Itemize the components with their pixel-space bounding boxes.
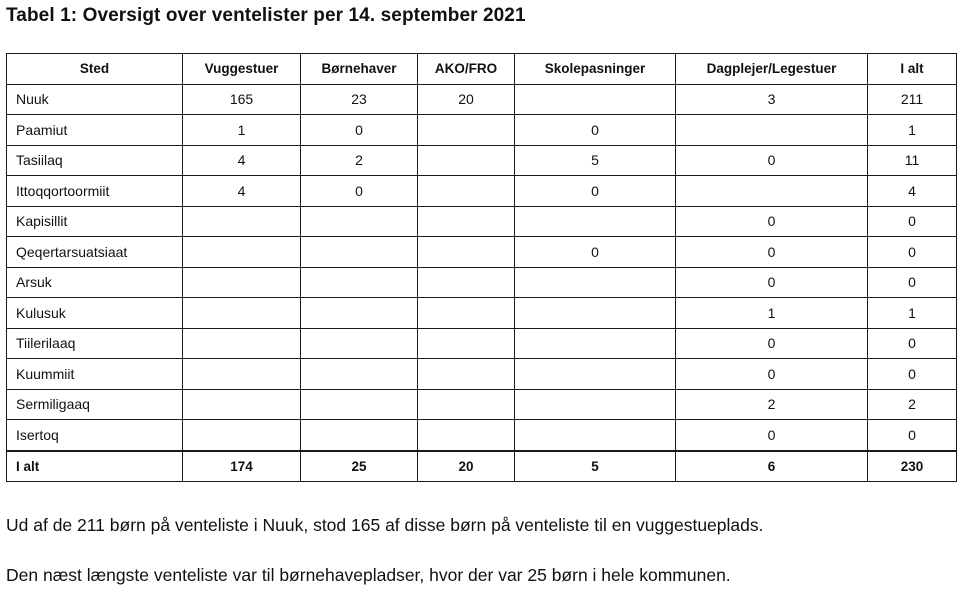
cell-ako-fro [418, 115, 515, 146]
header-row [7, 54, 957, 85]
cell-vuggestuer [183, 237, 301, 268]
cell-skolepasninger: 5 [515, 145, 676, 176]
cell-ako-fro [418, 176, 515, 207]
cell-i-alt: 0 [868, 420, 957, 451]
cell-vuggestuer: 1 [183, 115, 301, 146]
cell-skolepasninger: 0 [515, 237, 676, 268]
table-row [7, 420, 957, 451]
cell-place: Nuuk [7, 84, 183, 115]
cell-bornehaver: 23 [301, 84, 418, 115]
total-vuggestuer: 174 [183, 451, 301, 482]
cell-bornehaver [301, 328, 418, 359]
cell-place: Isertoq [7, 420, 183, 451]
cell-i-alt: 0 [868, 328, 957, 359]
table-row [7, 298, 957, 329]
cell-place: Tasiilaq [7, 145, 183, 176]
table-row [7, 84, 957, 115]
summary-note-bornehaver: Den næst længste venteliste var til børnehavepladser, hvor der var 25 børn i hele kommunen. [6, 565, 731, 585]
column-header-vuggestuer: Vuggestuer [183, 54, 301, 85]
cell-dagplejer-legestuer: 0 [676, 420, 868, 451]
cell-place: Kuummiit [7, 359, 183, 390]
cell-skolepasninger [515, 267, 676, 298]
cell-skolepasninger [515, 359, 676, 390]
table-row [7, 359, 957, 390]
cell-skolepasninger: 0 [515, 115, 676, 146]
cell-vuggestuer [183, 420, 301, 451]
cell-dagplejer-legestuer: 0 [676, 237, 868, 268]
cell-i-alt: 1 [868, 298, 957, 329]
column-header-skolepasninger: Skolepasninger [515, 54, 676, 85]
total-dagplejer-legestuer: 6 [676, 451, 868, 482]
cell-vuggestuer: 4 [183, 176, 301, 207]
waiting-list-table [6, 53, 957, 482]
cell-vuggestuer [183, 328, 301, 359]
cell-bornehaver: 0 [301, 176, 418, 207]
cell-place: Sermiligaaq [7, 389, 183, 420]
cell-dagplejer-legestuer: 0 [676, 359, 868, 390]
cell-place: Kulusuk [7, 298, 183, 329]
cell-skolepasninger [515, 206, 676, 237]
cell-bornehaver [301, 420, 418, 451]
table-body [7, 84, 957, 482]
cell-place: Paamiut [7, 115, 183, 146]
cell-ako-fro [418, 389, 515, 420]
cell-place: Arsuk [7, 267, 183, 298]
cell-bornehaver: 0 [301, 115, 418, 146]
table-row [7, 145, 957, 176]
total-row [7, 451, 957, 482]
cell-vuggestuer [183, 389, 301, 420]
cell-skolepasninger [515, 328, 676, 359]
cell-bornehaver [301, 298, 418, 329]
cell-bornehaver [301, 237, 418, 268]
cell-place: Tiilerilaaq [7, 328, 183, 359]
cell-skolepasninger: 0 [515, 176, 676, 207]
cell-vuggestuer: 4 [183, 145, 301, 176]
cell-i-alt: 0 [868, 237, 957, 268]
cell-ako-fro [418, 359, 515, 390]
cell-i-alt: 2 [868, 389, 957, 420]
cell-bornehaver [301, 206, 418, 237]
table-row [7, 237, 957, 268]
cell-bornehaver [301, 267, 418, 298]
column-header-i-alt: I alt [868, 54, 957, 85]
cell-dagplejer-legestuer: 0 [676, 328, 868, 359]
cell-i-alt: 0 [868, 206, 957, 237]
table-row [7, 206, 957, 237]
cell-ako-fro [418, 420, 515, 451]
column-header-bornehaver: Børnehaver [301, 54, 418, 85]
cell-dagplejer-legestuer: 0 [676, 145, 868, 176]
cell-dagplejer-legestuer: 0 [676, 267, 868, 298]
table-row [7, 176, 957, 207]
cell-place: Qeqertarsuatsiaat [7, 237, 183, 268]
column-header-ako-fro: AKO/FRO [418, 54, 515, 85]
cell-i-alt: 11 [868, 145, 957, 176]
cell-i-alt: 0 [868, 267, 957, 298]
cell-bornehaver [301, 389, 418, 420]
total-skolepasninger: 5 [515, 451, 676, 482]
table-title: Tabel 1: Oversigt over ventelister per 14. september 2021 [6, 5, 526, 26]
summary-note-nuuk: Ud af de 211 børn på venteliste i Nuuk, stod 165 af disse børn på venteliste til en vuggestueplads. [6, 515, 764, 535]
cell-ako-fro [418, 237, 515, 268]
table-row [7, 267, 957, 298]
table-row [7, 115, 957, 146]
cell-ako-fro [418, 267, 515, 298]
cell-vuggestuer: 165 [183, 84, 301, 115]
cell-dagplejer-legestuer [676, 115, 868, 146]
cell-bornehaver [301, 359, 418, 390]
column-header-dagplejer-legestuer: Dagplejer/Legestuer [676, 54, 868, 85]
total-label: I alt [7, 451, 183, 482]
cell-ako-fro [418, 206, 515, 237]
cell-skolepasninger [515, 298, 676, 329]
cell-i-alt: 1 [868, 115, 957, 146]
cell-ako-fro [418, 298, 515, 329]
cell-skolepasninger [515, 420, 676, 451]
cell-skolepasninger [515, 84, 676, 115]
cell-ako-fro: 20 [418, 84, 515, 115]
column-header-sted: Sted [7, 54, 183, 85]
cell-i-alt: 211 [868, 84, 957, 115]
cell-vuggestuer [183, 359, 301, 390]
cell-skolepasninger [515, 389, 676, 420]
cell-i-alt: 0 [868, 359, 957, 390]
cell-ako-fro [418, 145, 515, 176]
cell-place: Ittoqqortoormiit [7, 176, 183, 207]
total-i-alt: 230 [868, 451, 957, 482]
cell-place: Kapisillit [7, 206, 183, 237]
table-row [7, 328, 957, 359]
cell-dagplejer-legestuer: 2 [676, 389, 868, 420]
cell-dagplejer-legestuer: 3 [676, 84, 868, 115]
cell-ako-fro [418, 328, 515, 359]
cell-bornehaver: 2 [301, 145, 418, 176]
cell-vuggestuer [183, 267, 301, 298]
cell-dagplejer-legestuer [676, 176, 868, 207]
cell-i-alt: 4 [868, 176, 957, 207]
cell-vuggestuer [183, 298, 301, 329]
total-ako-fro: 20 [418, 451, 515, 482]
cell-dagplejer-legestuer: 1 [676, 298, 868, 329]
table-row [7, 389, 957, 420]
cell-vuggestuer [183, 206, 301, 237]
cell-dagplejer-legestuer: 0 [676, 206, 868, 237]
total-bornehaver: 25 [301, 451, 418, 482]
